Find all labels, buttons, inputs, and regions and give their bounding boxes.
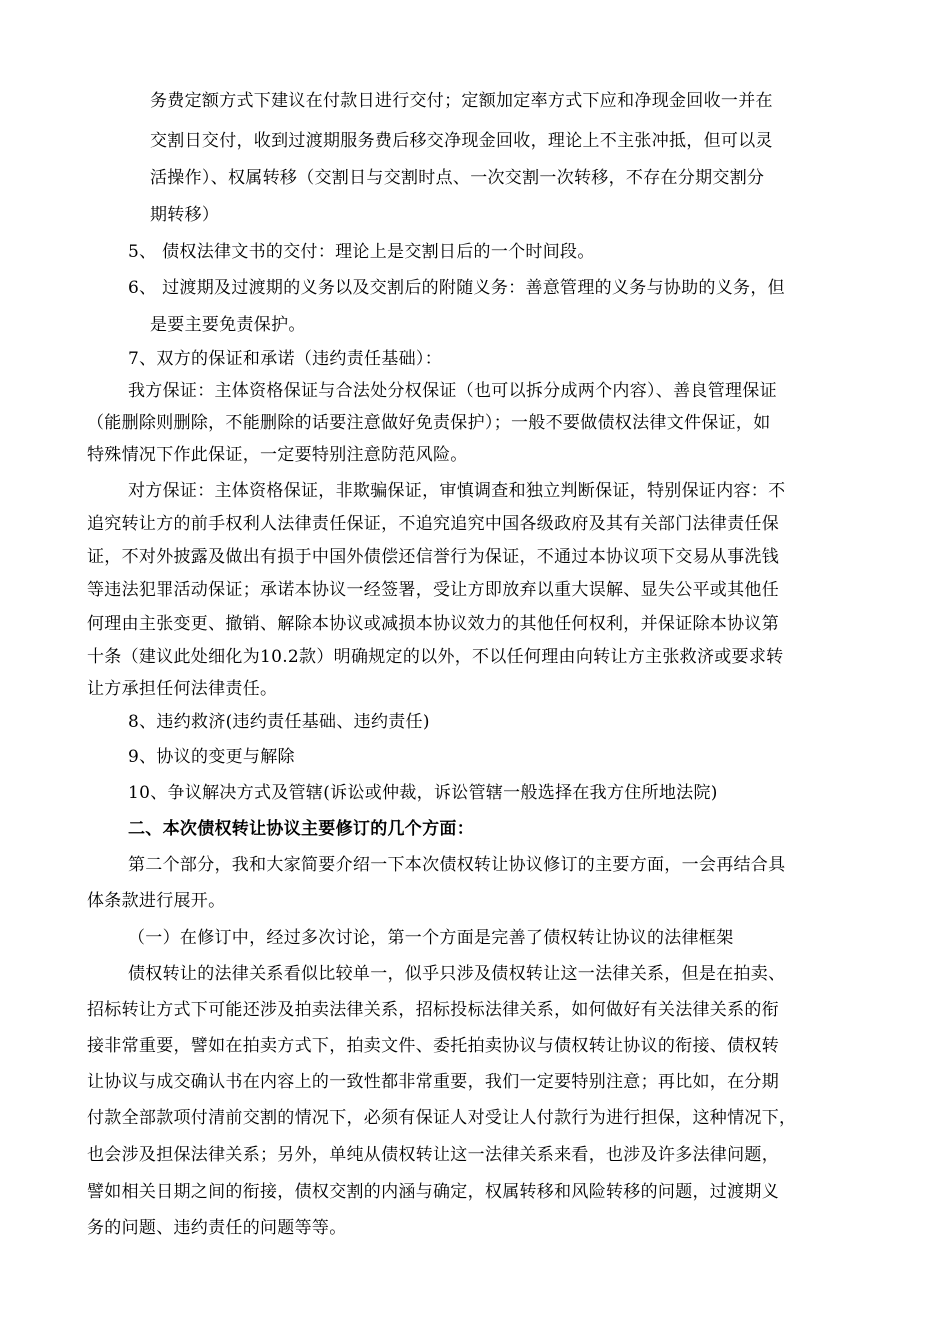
paragraph-legal-framework: 债权转让的法律关系看似比较单一，似乎只涉及债权转让这一法律关系，但是在拍卖、 — [128, 964, 786, 984]
text-line: 何理由主张变更、撤销、解除本协议或减损本协议效力的其他任何权利，并保证除本协议第 — [87, 614, 779, 634]
list-item-8: 8、违约救济(违约责任基础、违约责任) — [128, 712, 430, 732]
text-line: 特殊情况下作此保证，一定要特别注意防范风险。 — [87, 445, 468, 465]
list-item-7: 7、双方的保证和承诺（违约责任基础）： — [128, 349, 443, 369]
section-heading-2: 二、本次债权转让协议主要修订的几个方面： — [128, 819, 474, 839]
text-line: （能删除则删除，不能删除的话要注意做好免责保护）；一般不要做债权法律文件保证，如 — [87, 413, 771, 433]
text-line: 付款全部款项付清前交割的情况下，必须有保证人对受让人付款行为进行担保，这种情况下， — [87, 1108, 797, 1128]
text-line: 追究转让方的前手权利人法律责任保证，不追究追究中国各级政府及其有关部门法律责任保 — [87, 514, 779, 534]
text-line: 交割日交付，收到过渡期服务费后移交净现金回收，理论上不主张冲抵，但可以灵 — [150, 131, 773, 151]
text-line: 务费定额方式下建议在付款日进行交付；定额加定率方式下应和净现金回收一并在 — [150, 91, 773, 111]
text-line: 是要主要免责保护。 — [150, 315, 306, 335]
paragraph-our-guarantee: 我方保证：主体资格保证与合法处分权保证（也可以拆分成两个内容）、善良管理保证 — [128, 381, 777, 401]
text-line: 接非常重要，譬如在拍卖方式下，拍卖文件、委托拍卖协议与债权转让协议的衔接、债权转 — [87, 1036, 779, 1056]
list-item-5: 5、 债权法律文书的交付：理论上是交割日后的一个时间段。 — [128, 242, 595, 262]
paragraph-counterparty-guarantee: 对方保证：主体资格保证，非欺骗保证，审慎调查和独立判断保证，特别保证内容：不 — [128, 481, 786, 501]
subsection-heading-1: （一）在修订中，经过多次讨论，第一个方面是完善了债权转让协议的法律框架 — [128, 928, 734, 948]
text-line: 等违法犯罪活动保证；承诺本协议一经签署，受让方即放弃以重大误解、显失公平或其他任 — [87, 580, 779, 600]
text-line: 让方承担任何法律责任。 — [87, 679, 278, 699]
paragraph-intro: 第二个部分，我和大家简要介绍一下本次债权转让协议修订的主要方面，一会再结合具 — [128, 855, 786, 875]
text-line: 期转移） — [150, 205, 220, 225]
text-line: 让协议与成交确认书在内容上的一致性都非常重要，我们一定要特别注意；再比如，在分期 — [87, 1072, 779, 1092]
text-line: 譬如相关日期之间的衔接，债权交割的内涵与确定，权属转移和风险转移的问题，过渡期义 — [87, 1182, 779, 1202]
list-item-6: 6、 过渡期及过渡期的义务以及交割后的附随义务：善意管理的义务与协助的义务，但 — [128, 278, 785, 298]
text-line: 招标转让方式下可能还涉及拍卖法律关系，招标投标法律关系，如何做好有关法律关系的衔 — [87, 1000, 779, 1020]
text-line: 十条（建议此处细化为10.2款）明确规定的以外，不以任何理由向转让方主张救济或要求转 — [87, 647, 784, 667]
list-item-10: 10、争议解决方式及管辖(诉讼或仲裁，诉讼管辖一般选择在我方住所地法院) — [128, 783, 718, 803]
text-line: 务的问题、违约责任的问题等等。 — [87, 1218, 347, 1238]
text-line: 体条款进行展开。 — [87, 891, 226, 911]
text-line: 活操作）、权属转移（交割日与交割时点、一次交割一次转移，不存在分期交割分 — [150, 168, 765, 188]
text-line: 也会涉及担保法律关系；另外，单纯从债权转让这一法律关系来看，也涉及许多法律问题， — [87, 1145, 779, 1165]
list-item-9: 9、协议的变更与解除 — [128, 747, 295, 767]
text-line: 证，不对外披露及做出有损于中国外债偿还信誉行为保证，不通过本协议项下交易从事洗钱 — [87, 547, 779, 567]
